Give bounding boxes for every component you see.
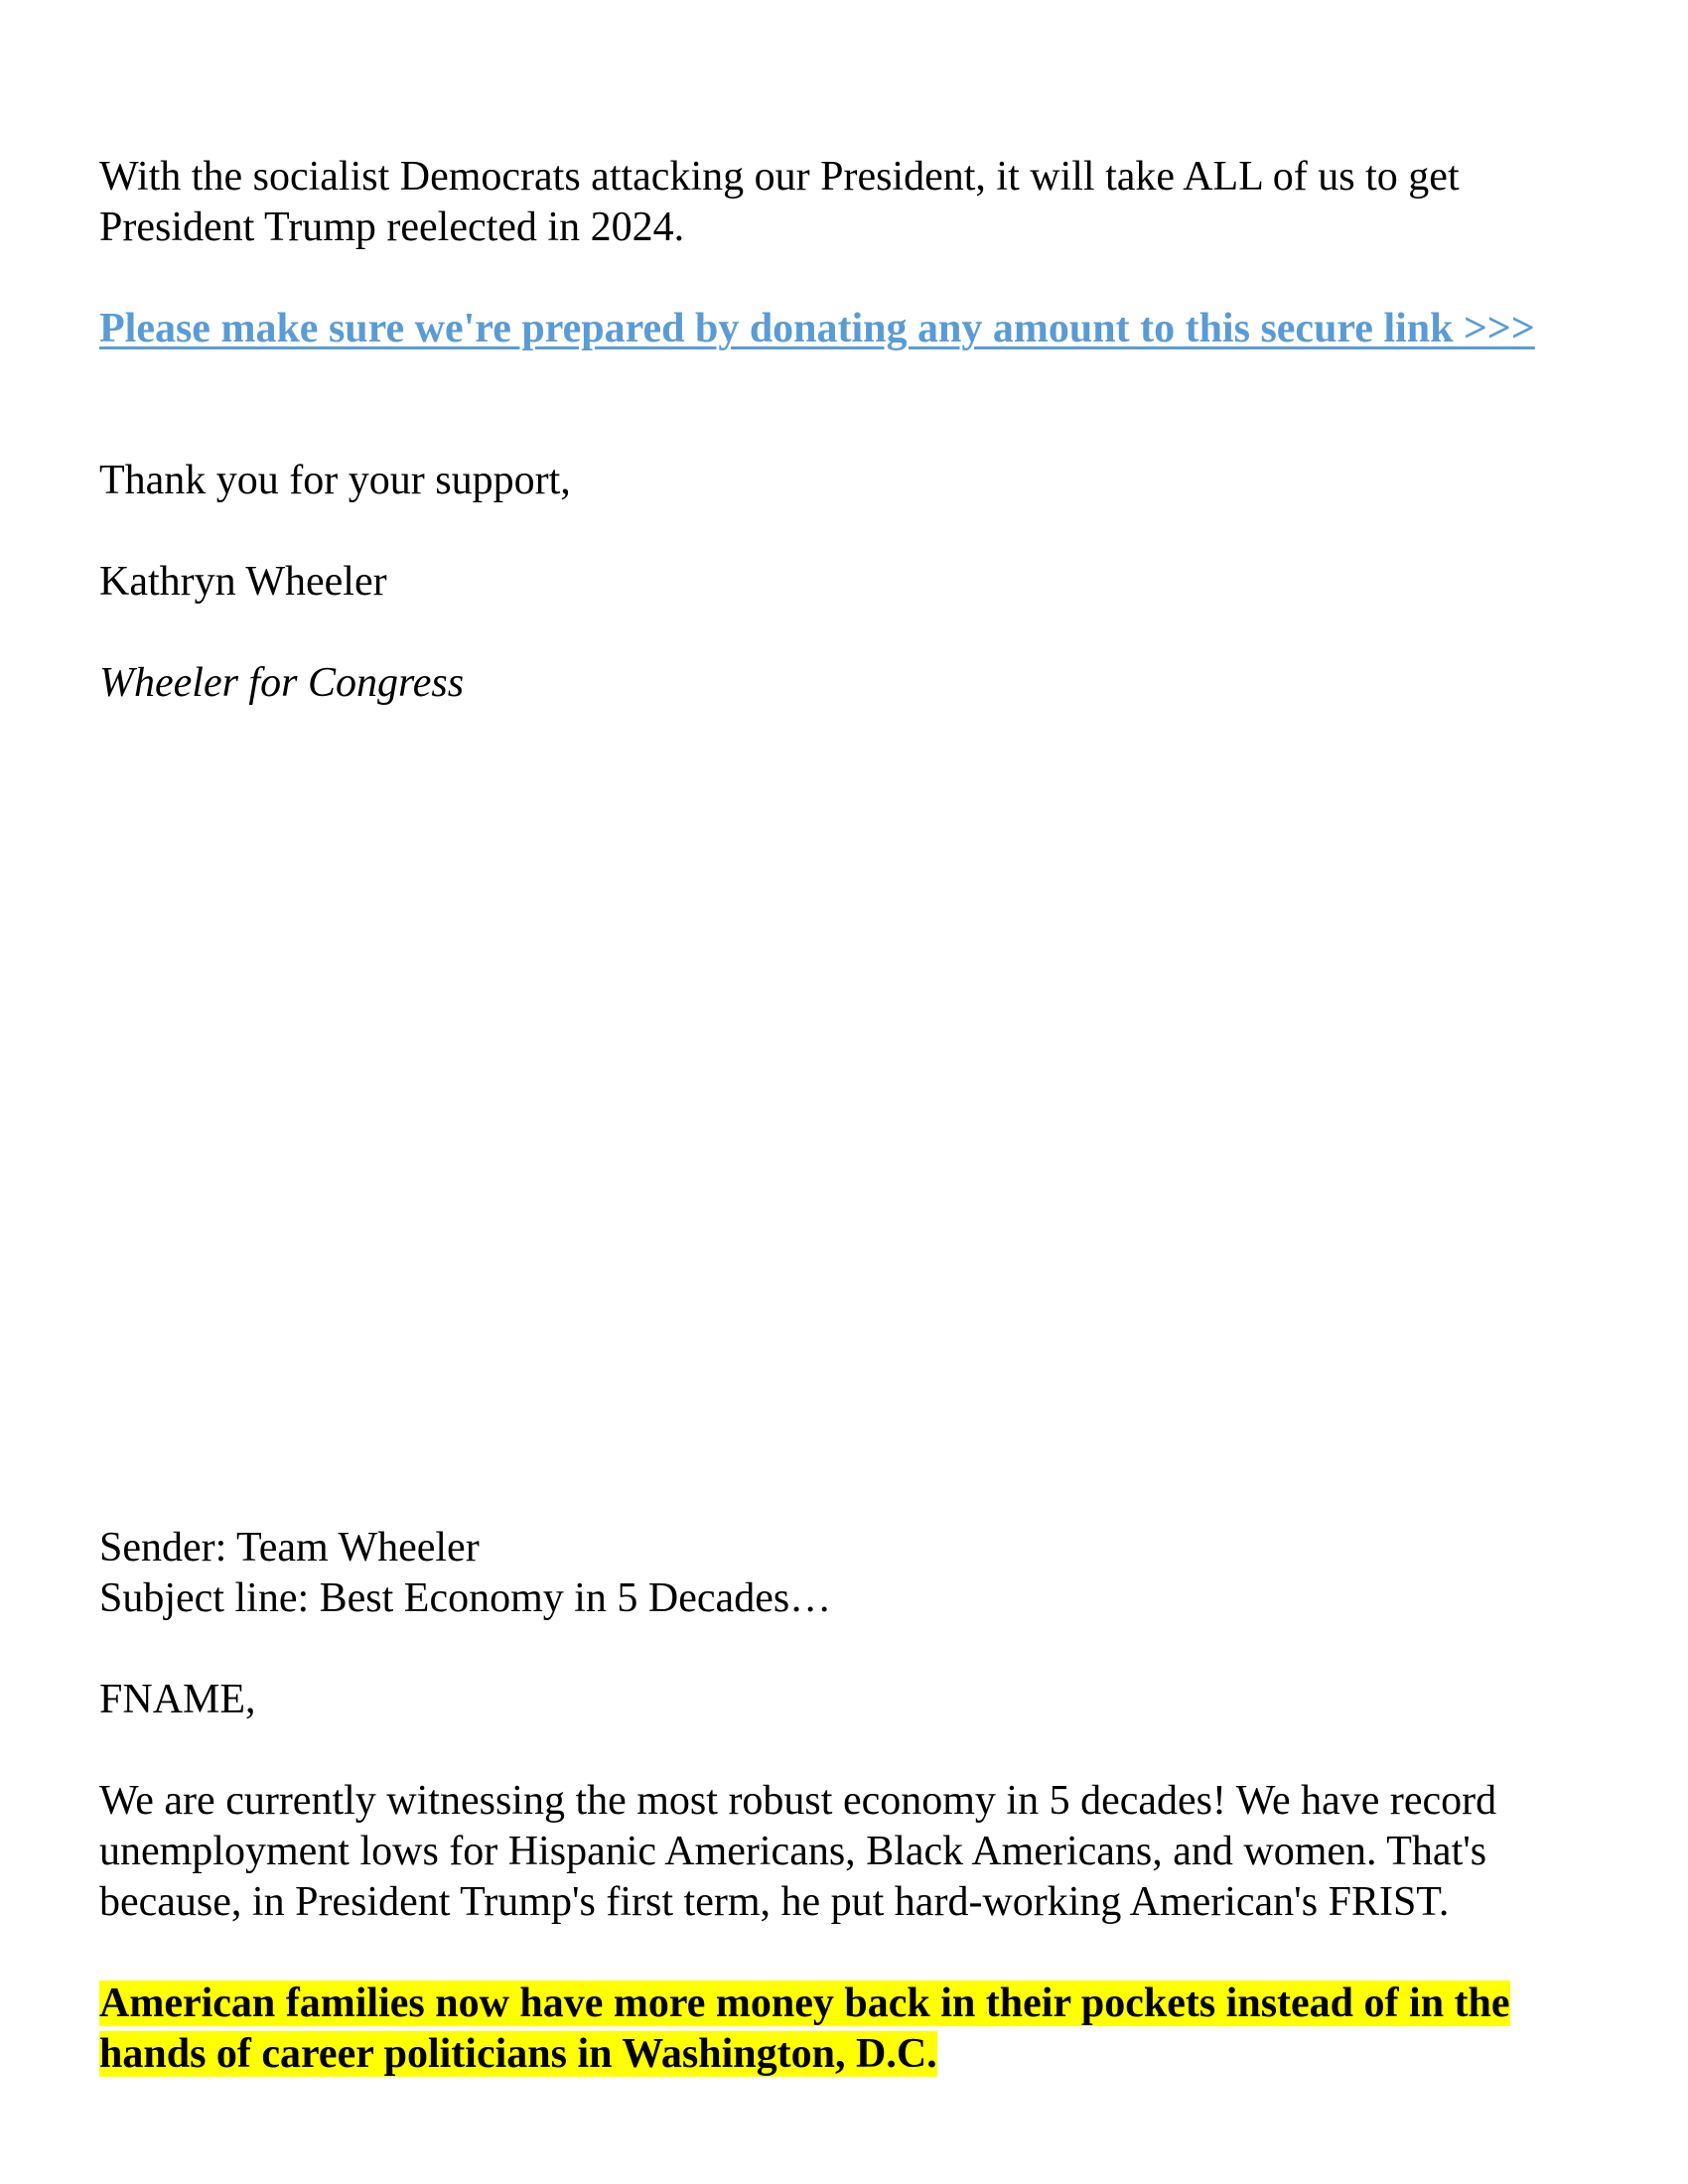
donate-link[interactable]: Please make sure we're prepared by donating any amount to this secure link >>> (99, 306, 1535, 351)
donate-link-paragraph (99, 304, 1609, 354)
signature-name: Kathryn Wheeler (99, 559, 387, 605)
sender-line: Sender: Team Wheeler (99, 1525, 480, 1570)
intro-paragraph: With the socialist Democrats attacking our President, it will take ALL of us to get President Trump reelected in 2024. (99, 154, 1460, 250)
subject-line: Subject line: Best Economy in 5 Decades… (99, 1575, 832, 1621)
highlighted-text: American families now have more money back in their pockets instead of in the hands of career politicians in Washington, D.C. (99, 1980, 1510, 2077)
highlight-paragraph (99, 1979, 1609, 2080)
greeting-line: FNAME, (99, 1677, 256, 1722)
body-paragraph: We are currently witnessing the most robust economy in 5 decades! We have record unemployment lows for Hispanic Americans, Black Americans, and women. That's because, in President Trump's first term, he put hard-working American's FRIST. (99, 1778, 1497, 1925)
thanks-line: Thank you for your support, (99, 458, 571, 503)
signature-org: Wheeler for Congress (99, 660, 465, 706)
